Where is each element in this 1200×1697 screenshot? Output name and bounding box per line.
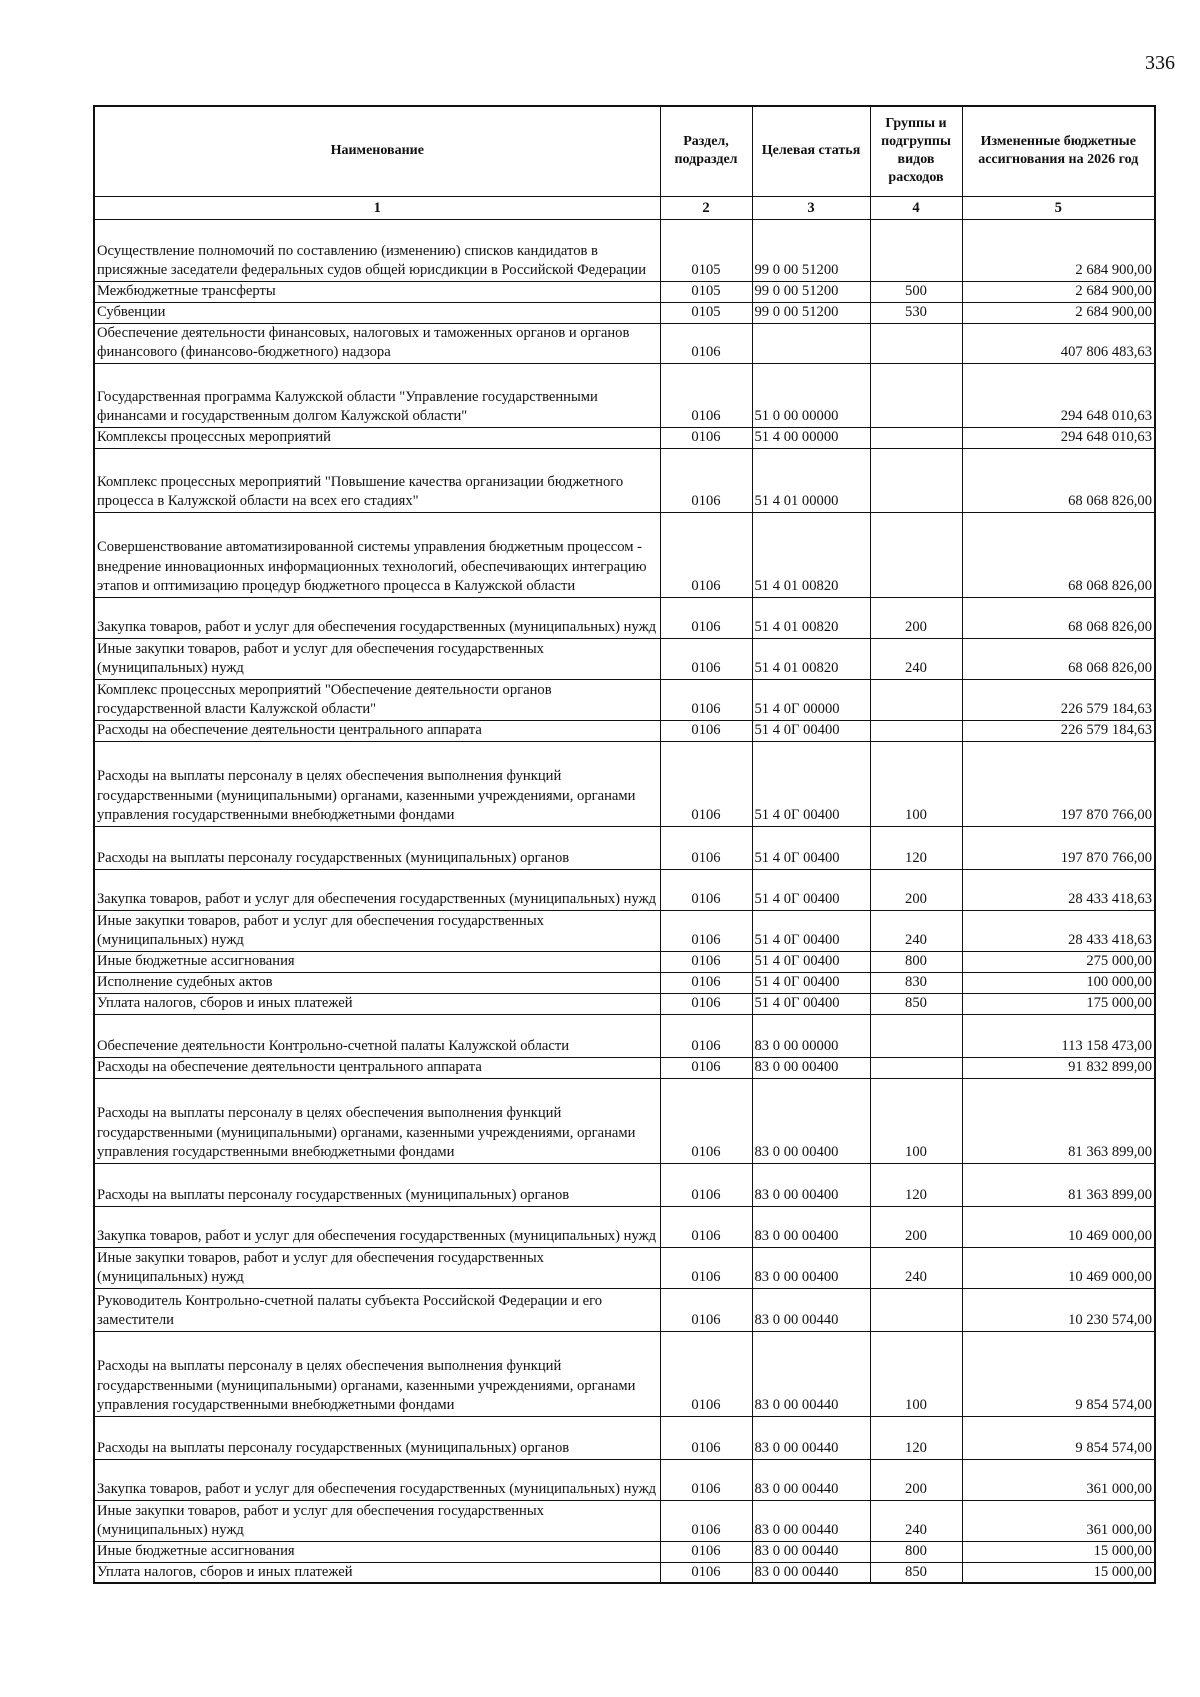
row-name: Расходы на выплаты персоналу государственных (муниципальных) органов (94, 1163, 660, 1206)
row-target: 99 0 00 51200 (752, 219, 870, 281)
row-amount: 361 000,00 (962, 1459, 1155, 1500)
row-group (870, 720, 962, 741)
row-amount: 407 806 483,63 (962, 323, 1155, 363)
row-section: 0105 (660, 302, 752, 323)
table-row (94, 427, 1155, 448)
row-target: 99 0 00 51200 (752, 302, 870, 323)
row-target: 51 4 01 00820 (752, 638, 870, 679)
table-row (94, 597, 1155, 638)
row-section: 0106 (660, 363, 752, 427)
row-name: Закупка товаров, работ и услуг для обеспечения государственных (муниципальных) нужд (94, 1459, 660, 1500)
row-target: 51 4 01 00000 (752, 448, 870, 512)
row-group: 120 (870, 826, 962, 869)
row-section: 0106 (660, 1163, 752, 1206)
row-name: Расходы на обеспечение деятельности центрального аппарата (94, 1057, 660, 1078)
row-section: 0106 (660, 512, 752, 597)
row-section: 0106 (660, 448, 752, 512)
row-section: 0106 (660, 741, 752, 826)
row-target: 51 4 0Г 00400 (752, 826, 870, 869)
row-amount: 275 000,00 (962, 951, 1155, 972)
row-section: 0106 (660, 1247, 752, 1288)
row-section: 0106 (660, 1459, 752, 1500)
row-amount: 68 068 826,00 (962, 512, 1155, 597)
row-amount: 197 870 766,00 (962, 741, 1155, 826)
row-amount: 175 000,00 (962, 993, 1155, 1014)
row-name: Руководитель Контрольно-счетной палаты субъекта Российской Федерации и его заместители (94, 1288, 660, 1331)
row-amount: 81 363 899,00 (962, 1163, 1155, 1206)
table-row (94, 1459, 1155, 1500)
row-amount: 10 469 000,00 (962, 1247, 1155, 1288)
table-row (94, 1541, 1155, 1562)
table-row (94, 951, 1155, 972)
row-target: 83 0 00 00440 (752, 1500, 870, 1541)
row-group (870, 1288, 962, 1331)
row-amount: 91 832 899,00 (962, 1057, 1155, 1078)
row-name: Иные бюджетные ассигнования (94, 1541, 660, 1562)
budget-table (93, 105, 1156, 1584)
row-group (870, 512, 962, 597)
row-section: 0106 (660, 1288, 752, 1331)
row-amount: 15 000,00 (962, 1541, 1155, 1562)
row-amount: 361 000,00 (962, 1500, 1155, 1541)
row-group (870, 363, 962, 427)
row-group: 120 (870, 1416, 962, 1459)
table-row (94, 1416, 1155, 1459)
table-row (94, 972, 1155, 993)
row-target: 83 0 00 00440 (752, 1416, 870, 1459)
row-amount: 2 684 900,00 (962, 302, 1155, 323)
table-row (94, 638, 1155, 679)
table-row (94, 993, 1155, 1014)
row-target: 83 0 00 00400 (752, 1247, 870, 1288)
row-name: Расходы на выплаты персоналу в целях обеспечения выполнения функций государственными (муниципальными) органами, казенными учреждениями, органами управления государственными внебюджетными фондами (94, 741, 660, 826)
row-group: 200 (870, 1459, 962, 1500)
row-target: 99 0 00 51200 (752, 281, 870, 302)
row-section: 0106 (660, 993, 752, 1014)
row-name: Закупка товаров, работ и услуг для обеспечения государственных (муниципальных) нужд (94, 869, 660, 910)
row-name: Иные бюджетные ассигнования (94, 951, 660, 972)
row-name: Осуществление полномочий по составлению (изменению) списков кандидатов в присяжные заседатели федеральных судов общей юрисдикции в Российской Федерации (94, 219, 660, 281)
table-row (94, 1562, 1155, 1583)
row-name: Иные закупки товаров, работ и услуг для обеспечения государственных (муниципальных) нужд (94, 910, 660, 951)
row-amount: 9 854 574,00 (962, 1416, 1155, 1459)
row-group: 200 (870, 1206, 962, 1247)
row-amount: 68 068 826,00 (962, 448, 1155, 512)
row-section: 0106 (660, 910, 752, 951)
table-row (94, 910, 1155, 951)
row-section: 0106 (660, 972, 752, 993)
row-name: Межбюджетные трансферты (94, 281, 660, 302)
row-name: Комплекс процессных мероприятий "Повышение качества организации бюджетного процесса в Калужской области на всех его стадиях" (94, 448, 660, 512)
table-row (94, 741, 1155, 826)
row-group: 530 (870, 302, 962, 323)
row-name: Обеспечение деятельности Контрольно-счетной палаты Калужской области (94, 1014, 660, 1057)
row-group: 240 (870, 910, 962, 951)
row-group: 100 (870, 1331, 962, 1416)
header-amount: Измененные бюджетные ассигнования на 2026 год (962, 106, 1155, 196)
row-name: Расходы на выплаты персоналу государственных (муниципальных) органов (94, 826, 660, 869)
row-amount: 2 684 900,00 (962, 281, 1155, 302)
row-section: 0106 (660, 1500, 752, 1541)
table-row (94, 679, 1155, 720)
row-name: Субвенции (94, 302, 660, 323)
row-amount: 15 000,00 (962, 1562, 1155, 1583)
table-row (94, 1163, 1155, 1206)
row-target: 51 4 0Г 00400 (752, 993, 870, 1014)
row-name: Исполнение судебных актов (94, 972, 660, 993)
row-group (870, 1014, 962, 1057)
row-group (870, 219, 962, 281)
table-row (94, 302, 1155, 323)
row-amount: 294 648 010,63 (962, 363, 1155, 427)
row-target: 51 4 00 00000 (752, 427, 870, 448)
row-amount: 28 433 418,63 (962, 869, 1155, 910)
table-row (94, 448, 1155, 512)
row-amount: 113 158 473,00 (962, 1014, 1155, 1057)
row-target: 51 4 01 00820 (752, 597, 870, 638)
row-name: Иные закупки товаров, работ и услуг для обеспечения государственных (муниципальных) нужд (94, 1500, 660, 1541)
row-target: 83 0 00 00440 (752, 1459, 870, 1500)
row-target: 83 0 00 00440 (752, 1331, 870, 1416)
row-amount: 10 230 574,00 (962, 1288, 1155, 1331)
row-name: Уплата налогов, сборов и иных платежей (94, 1562, 660, 1583)
row-target: 83 0 00 00440 (752, 1541, 870, 1562)
table-row (94, 826, 1155, 869)
row-group: 200 (870, 597, 962, 638)
row-group (870, 427, 962, 448)
row-name: Комплексы процессных мероприятий (94, 427, 660, 448)
row-name: Расходы на выплаты персоналу государственных (муниципальных) органов (94, 1416, 660, 1459)
row-group: 200 (870, 869, 962, 910)
row-section: 0106 (660, 869, 752, 910)
row-target: 83 0 00 00400 (752, 1057, 870, 1078)
row-name: Уплата налогов, сборов и иных платежей (94, 993, 660, 1014)
row-group (870, 323, 962, 363)
row-target: 51 4 01 00820 (752, 512, 870, 597)
row-amount: 28 433 418,63 (962, 910, 1155, 951)
row-group: 120 (870, 1163, 962, 1206)
row-name: Иные закупки товаров, работ и услуг для обеспечения государственных (муниципальных) нужд (94, 638, 660, 679)
row-section: 0106 (660, 323, 752, 363)
row-amount: 197 870 766,00 (962, 826, 1155, 869)
row-section: 0106 (660, 1014, 752, 1057)
row-section: 0106 (660, 826, 752, 869)
row-group: 240 (870, 1247, 962, 1288)
row-group: 850 (870, 1562, 962, 1583)
row-group: 240 (870, 1500, 962, 1541)
row-amount: 9 854 574,00 (962, 1331, 1155, 1416)
row-target (752, 323, 870, 363)
row-name: Государственная программа Калужской области "Управление государственными финансами и государственным долгом Калужской области" (94, 363, 660, 427)
header-group: Группы и подгруппы видов расходов (870, 106, 962, 196)
row-target: 51 0 00 00000 (752, 363, 870, 427)
row-target: 83 0 00 00440 (752, 1288, 870, 1331)
row-name: Расходы на выплаты персоналу в целях обеспечения выполнения функций государственными (муниципальными) органами, казенными учреждениями, органами управления государственными внебюджетными фондами (94, 1078, 660, 1163)
table-row (94, 720, 1155, 741)
row-group (870, 1057, 962, 1078)
row-group: 100 (870, 741, 962, 826)
row-target: 51 4 0Г 00400 (752, 972, 870, 993)
row-section: 0106 (660, 1206, 752, 1247)
row-section: 0105 (660, 219, 752, 281)
header-name: Наименование (94, 106, 660, 196)
header-target: Целевая статья (752, 106, 870, 196)
row-section: 0105 (660, 281, 752, 302)
row-group: 830 (870, 972, 962, 993)
row-target: 51 4 0Г 00400 (752, 720, 870, 741)
row-target: 51 4 0Г 00400 (752, 910, 870, 951)
table-row (94, 1206, 1155, 1247)
row-target: 83 0 00 00400 (752, 1163, 870, 1206)
header-num-1: 1 (94, 196, 660, 219)
row-section: 0106 (660, 1416, 752, 1459)
row-section: 0106 (660, 638, 752, 679)
row-group (870, 448, 962, 512)
row-section: 0106 (660, 427, 752, 448)
row-section: 0106 (660, 679, 752, 720)
row-amount: 10 469 000,00 (962, 1206, 1155, 1247)
row-section: 0106 (660, 1057, 752, 1078)
row-section: 0106 (660, 720, 752, 741)
row-group: 800 (870, 951, 962, 972)
row-name: Расходы на выплаты персоналу в целях обеспечения выполнения функций государственными (муниципальными) органами, казенными учреждениями, органами управления государственными внебюджетными фондами (94, 1331, 660, 1416)
row-name: Закупка товаров, работ и услуг для обеспечения государственных (муниципальных) нужд (94, 597, 660, 638)
row-target: 51 4 0Г 00400 (752, 951, 870, 972)
row-target: 83 0 00 00400 (752, 1078, 870, 1163)
table-row (94, 219, 1155, 281)
table-row (94, 323, 1155, 363)
table-body (94, 219, 1155, 1583)
table-row (94, 281, 1155, 302)
table-row (94, 1014, 1155, 1057)
table-row (94, 512, 1155, 597)
row-target: 51 4 0Г 00400 (752, 869, 870, 910)
table-row (94, 1057, 1155, 1078)
table-row (94, 1078, 1155, 1163)
row-amount: 2 684 900,00 (962, 219, 1155, 281)
row-amount: 81 363 899,00 (962, 1078, 1155, 1163)
header-section: Раздел, подраздел (660, 106, 752, 196)
row-amount: 294 648 010,63 (962, 427, 1155, 448)
row-group: 500 (870, 281, 962, 302)
header-num-5: 5 (962, 196, 1155, 219)
page-number: 336 (1145, 52, 1175, 74)
table-row (94, 1331, 1155, 1416)
row-target: 51 4 0Г 00000 (752, 679, 870, 720)
table-row (94, 363, 1155, 427)
row-target: 51 4 0Г 00400 (752, 741, 870, 826)
row-amount: 100 000,00 (962, 972, 1155, 993)
row-target: 83 0 00 00440 (752, 1562, 870, 1583)
row-name: Совершенствование автоматизированной системы управления бюджетным процессом - внедрение инновационных информационных технологий, обеспечивающих интеграцию этапов и оптимизацию процедур бюджетного процесса в Калужской области (94, 512, 660, 597)
row-group: 240 (870, 638, 962, 679)
row-section: 0106 (660, 1331, 752, 1416)
row-target: 83 0 00 00000 (752, 1014, 870, 1057)
row-group: 850 (870, 993, 962, 1014)
row-group: 100 (870, 1078, 962, 1163)
row-target: 83 0 00 00400 (752, 1206, 870, 1247)
row-section: 0106 (660, 1078, 752, 1163)
header-num-2: 2 (660, 196, 752, 219)
header-num-4: 4 (870, 196, 962, 219)
header-num-3: 3 (752, 196, 870, 219)
row-name: Обеспечение деятельности финансовых, налоговых и таможенных органов и органов финансового (финансово-бюджетного) надзора (94, 323, 660, 363)
row-amount: 226 579 184,63 (962, 679, 1155, 720)
table-row (94, 1288, 1155, 1331)
row-name: Комплекс процессных мероприятий "Обеспечение деятельности органов государственной власти Калужской области" (94, 679, 660, 720)
row-amount: 68 068 826,00 (962, 597, 1155, 638)
row-amount: 226 579 184,63 (962, 720, 1155, 741)
row-group (870, 679, 962, 720)
row-name: Закупка товаров, работ и услуг для обеспечения государственных (муниципальных) нужд (94, 1206, 660, 1247)
table-row (94, 869, 1155, 910)
table-row (94, 1247, 1155, 1288)
row-name: Расходы на обеспечение деятельности центрального аппарата (94, 720, 660, 741)
row-amount: 68 068 826,00 (962, 638, 1155, 679)
table-row (94, 1500, 1155, 1541)
row-section: 0106 (660, 951, 752, 972)
row-section: 0106 (660, 597, 752, 638)
row-section: 0106 (660, 1562, 752, 1583)
row-section: 0106 (660, 1541, 752, 1562)
row-name: Иные закупки товаров, работ и услуг для обеспечения государственных (муниципальных) нужд (94, 1247, 660, 1288)
row-group: 800 (870, 1541, 962, 1562)
